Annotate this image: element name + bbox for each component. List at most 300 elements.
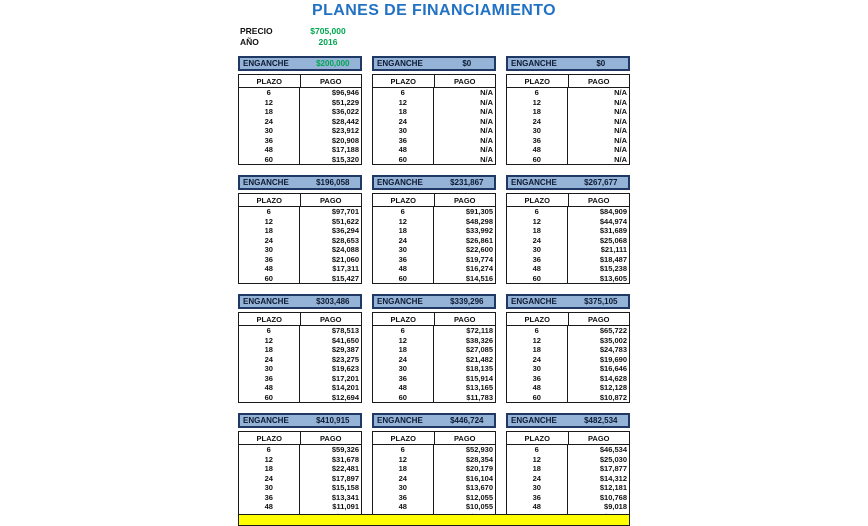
- plazo-cell: 30: [532, 245, 541, 255]
- plazo-cell: 18: [264, 226, 273, 236]
- plazo-cell: 24: [532, 354, 541, 364]
- pago-cell: N/A: [433, 145, 496, 155]
- table-row: [239, 274, 361, 284]
- table-body: [373, 445, 495, 521]
- plazo-pago-table: [238, 193, 362, 284]
- pago-cell: $13,605: [567, 274, 630, 284]
- plazo-cell: 60: [398, 154, 407, 164]
- column-header-plazo: PLAZO: [524, 433, 550, 443]
- table-row: [239, 445, 361, 455]
- table-row: [373, 245, 495, 255]
- table-row: [239, 374, 361, 384]
- pago-cell: N/A: [567, 145, 630, 155]
- pago-cell: $14,201: [299, 383, 362, 393]
- table-row: [373, 474, 495, 484]
- pago-cell: $24,783: [567, 345, 630, 355]
- table-row: [507, 326, 629, 336]
- plazo-pago-table: [238, 431, 362, 522]
- pago-cell: $20,908: [299, 136, 362, 146]
- table-row: [507, 264, 629, 274]
- plazo-cell: 48: [264, 383, 273, 393]
- table-body: [239, 445, 361, 521]
- pago-cell: $10,768: [567, 493, 630, 503]
- plazo-cell: 30: [532, 126, 541, 136]
- pago-cell: $36,294: [299, 226, 362, 236]
- pago-cell: $17,897: [299, 474, 362, 484]
- table-row: [239, 88, 361, 98]
- table-row: [239, 483, 361, 493]
- table-row: [507, 126, 629, 136]
- pago-cell: $22,481: [299, 464, 362, 474]
- table-body: [507, 326, 629, 402]
- pago-cell: $17,311: [299, 264, 362, 274]
- pago-cell: $15,158: [299, 483, 362, 493]
- pago-cell: $28,442: [299, 117, 362, 127]
- table-row: [239, 345, 361, 355]
- column-header-pago: PAGO: [568, 75, 630, 87]
- table-row: [373, 326, 495, 336]
- plazo-cell: 30: [264, 126, 273, 136]
- column-header-plazo: PLAZO: [390, 433, 416, 443]
- pago-cell: N/A: [567, 136, 630, 146]
- table-row: [239, 236, 361, 246]
- column-header-pago: PAGO: [300, 432, 362, 444]
- enganche-label: ENGANCHE: [377, 416, 423, 425]
- pago-cell: $12,128: [567, 383, 630, 393]
- table-row: [239, 455, 361, 465]
- enganche-value: $267,677: [584, 178, 618, 187]
- plazo-cell: 24: [264, 473, 273, 483]
- pago-cell: $13,165: [433, 383, 496, 393]
- table-row: [373, 364, 495, 374]
- plazo-cell: 60: [532, 392, 541, 402]
- table-row: [507, 393, 629, 403]
- plazo-cell: 36: [398, 492, 407, 502]
- plazo-cell: 24: [532, 473, 541, 483]
- pago-cell: $31,678: [299, 455, 362, 465]
- column-header-plazo: PLAZO: [256, 433, 282, 443]
- pago-cell: $44,974: [567, 217, 630, 227]
- pago-cell: $84,909: [567, 207, 630, 217]
- column-header-plazo: PLAZO: [524, 195, 550, 205]
- plazo-cell: 18: [532, 464, 541, 474]
- table-row: [373, 88, 495, 98]
- enganche-label: ENGANCHE: [377, 178, 423, 187]
- pago-cell: $18,487: [567, 255, 630, 265]
- enganche-header: [506, 56, 630, 71]
- table-body: [507, 445, 629, 521]
- pago-cell: $72,118: [433, 326, 496, 336]
- column-header-plazo: PLAZO: [390, 195, 416, 205]
- pago-cell: $28,354: [433, 455, 496, 465]
- table-row: [373, 393, 495, 403]
- plazo-cell: 12: [264, 97, 273, 107]
- pago-cell: $91,305: [433, 207, 496, 217]
- table-row: [507, 88, 629, 98]
- plazo-cell: 30: [264, 245, 273, 255]
- plazo-cell: 36: [264, 373, 273, 383]
- enganche-label: ENGANCHE: [511, 297, 557, 306]
- plazo-cell: 24: [398, 354, 407, 364]
- plazo-pago-table: [506, 74, 630, 165]
- plazo-cell: 12: [532, 335, 541, 345]
- column-header-plazo: PLAZO: [256, 314, 282, 324]
- price-year-info: [240, 25, 440, 48]
- pago-cell: $59,326: [299, 445, 362, 455]
- table-row: [373, 345, 495, 355]
- enganche-value: $231,867: [450, 178, 484, 187]
- plazo-pago-table: [238, 74, 362, 165]
- table-row: [507, 207, 629, 217]
- financing-table: [238, 413, 362, 522]
- column-header-plazo: PLAZO: [524, 76, 550, 86]
- pago-cell: $14,628: [567, 374, 630, 384]
- table-row: [239, 493, 361, 503]
- financing-table: [506, 294, 630, 403]
- plazo-pago-table: [372, 312, 496, 403]
- table-row: [239, 245, 361, 255]
- table-header-row: [239, 75, 361, 88]
- plazo-cell: 48: [398, 502, 407, 512]
- financing-table: [372, 56, 496, 165]
- table-body: [239, 326, 361, 402]
- plazo-cell: 12: [398, 335, 407, 345]
- table-row: [507, 274, 629, 284]
- enganche-header: [372, 175, 496, 190]
- plazo-cell: 48: [398, 145, 407, 155]
- pago-cell: N/A: [433, 136, 496, 146]
- column-header-plazo: PLAZO: [390, 76, 416, 86]
- pago-cell: $46,534: [567, 445, 630, 455]
- pago-cell: $51,622: [299, 217, 362, 227]
- pago-cell: $48,298: [433, 217, 496, 227]
- table-row: [373, 502, 495, 512]
- table-row: [507, 374, 629, 384]
- precio-label: PRECIO: [240, 25, 273, 36]
- pago-cell: $33,992: [433, 226, 496, 236]
- pago-cell: $38,326: [433, 336, 496, 346]
- table-body: [373, 207, 495, 283]
- anio-value: 2016: [318, 37, 338, 48]
- financing-tables-grid: [238, 56, 630, 522]
- plazo-cell: 6: [534, 326, 539, 336]
- plazo-cell: 18: [398, 107, 407, 117]
- plazo-cell: 48: [264, 502, 273, 512]
- enganche-label: ENGANCHE: [243, 297, 289, 306]
- column-header-plazo: PLAZO: [524, 314, 550, 324]
- plazo-cell: 18: [398, 226, 407, 236]
- table-row: [239, 145, 361, 155]
- pago-cell: N/A: [433, 88, 496, 98]
- plazo-pago-table: [506, 312, 630, 403]
- pago-cell: $17,201: [299, 374, 362, 384]
- enganche-value: $0: [596, 59, 606, 68]
- table-body: [507, 207, 629, 283]
- plazo-cell: 12: [398, 97, 407, 107]
- plazo-cell: 36: [398, 135, 407, 145]
- pago-cell: $97,701: [299, 207, 362, 217]
- column-header-pago: PAGO: [568, 432, 630, 444]
- plazo-cell: 12: [532, 97, 541, 107]
- plazo-cell: 48: [264, 145, 273, 155]
- table-row: [239, 255, 361, 265]
- table-row: [239, 364, 361, 374]
- table-row: [507, 464, 629, 474]
- pago-cell: N/A: [433, 126, 496, 136]
- plazo-cell: 12: [398, 216, 407, 226]
- plazo-cell: 60: [264, 273, 273, 283]
- column-header-pago: PAGO: [434, 194, 496, 206]
- pago-cell: $13,341: [299, 493, 362, 503]
- pago-cell: $15,914: [433, 374, 496, 384]
- pago-cell: N/A: [567, 117, 630, 127]
- pago-cell: $25,030: [567, 455, 630, 465]
- pago-cell: $10,872: [567, 393, 630, 403]
- pago-cell: $19,623: [299, 364, 362, 374]
- plazo-cell: 6: [400, 88, 405, 98]
- plazo-cell: 18: [532, 345, 541, 355]
- plazo-cell: 60: [398, 273, 407, 283]
- plazo-pago-table: [372, 74, 496, 165]
- table-row: [373, 217, 495, 227]
- plazo-cell: 36: [264, 135, 273, 145]
- table-row: [507, 117, 629, 127]
- plazo-cell: 18: [398, 345, 407, 355]
- table-row: [373, 493, 495, 503]
- note-bar: [238, 514, 630, 526]
- pago-cell: $15,427: [299, 274, 362, 284]
- enganche-label: ENGANCHE: [243, 59, 289, 68]
- enganche-label: ENGANCHE: [243, 178, 289, 187]
- plazo-cell: 6: [266, 326, 271, 336]
- pago-cell: $16,104: [433, 474, 496, 484]
- pago-cell: $24,088: [299, 245, 362, 255]
- table-row: [507, 255, 629, 265]
- plazo-cell: 60: [264, 154, 273, 164]
- table-row: [507, 355, 629, 365]
- table-row: [239, 336, 361, 346]
- table-body: [507, 88, 629, 164]
- enganche-label: ENGANCHE: [377, 297, 423, 306]
- table-row: [373, 136, 495, 146]
- pago-cell: $21,111: [567, 245, 630, 255]
- table-body: [239, 88, 361, 164]
- table-body: [373, 88, 495, 164]
- plazo-cell: 6: [534, 207, 539, 217]
- pago-cell: $16,646: [567, 364, 630, 374]
- table-row: [507, 455, 629, 465]
- pago-cell: $17,188: [299, 145, 362, 155]
- plazo-cell: 24: [398, 473, 407, 483]
- page-title: PLANES DE FINANCIAMIENTO: [312, 2, 556, 19]
- table-row: [239, 207, 361, 217]
- table-row: [239, 355, 361, 365]
- table-row: [507, 364, 629, 374]
- enganche-value: $196,058: [316, 178, 350, 187]
- precio-row: [240, 25, 440, 37]
- plazo-cell: 18: [264, 464, 273, 474]
- pago-cell: $31,689: [567, 226, 630, 236]
- plazo-cell: 12: [264, 454, 273, 464]
- pago-cell: $15,238: [567, 264, 630, 274]
- table-row: [373, 264, 495, 274]
- plazo-cell: 60: [532, 154, 541, 164]
- column-header-pago: PAGO: [434, 75, 496, 87]
- plazo-pago-table: [506, 431, 630, 522]
- table-row: [507, 336, 629, 346]
- pago-cell: N/A: [567, 98, 630, 108]
- plazo-cell: 6: [266, 207, 271, 217]
- plazo-cell: 36: [398, 254, 407, 264]
- column-header-pago: PAGO: [434, 313, 496, 325]
- table-header-row: [507, 194, 629, 207]
- plazo-cell: 60: [264, 392, 273, 402]
- plazo-cell: 12: [264, 216, 273, 226]
- table-row: [239, 464, 361, 474]
- plazo-cell: 30: [398, 483, 407, 493]
- enganche-value: $303,486: [316, 297, 350, 306]
- financing-table: [372, 294, 496, 403]
- plazo-cell: 48: [398, 264, 407, 274]
- table-row: [373, 336, 495, 346]
- column-header-pago: PAGO: [568, 313, 630, 325]
- financing-table: [506, 175, 630, 284]
- enganche-header: [372, 413, 496, 428]
- financing-table: [238, 294, 362, 403]
- table-row: [507, 136, 629, 146]
- plazo-cell: 18: [532, 107, 541, 117]
- pago-cell: $11,091: [299, 502, 362, 512]
- enganche-label: ENGANCHE: [511, 416, 557, 425]
- enganche-header: [238, 56, 362, 71]
- table-row: [507, 493, 629, 503]
- table-row: [373, 383, 495, 393]
- table-row: [507, 502, 629, 512]
- pago-cell: $23,912: [299, 126, 362, 136]
- financing-table: [372, 175, 496, 284]
- plazo-cell: 6: [400, 207, 405, 217]
- plazo-cell: 30: [264, 364, 273, 374]
- table-row: [239, 155, 361, 165]
- pago-cell: $14,312: [567, 474, 630, 484]
- table-row: [507, 445, 629, 455]
- table-row: [239, 217, 361, 227]
- enganche-header: [238, 294, 362, 309]
- table-row: [373, 445, 495, 455]
- enganche-header: [372, 294, 496, 309]
- column-header-pago: PAGO: [300, 194, 362, 206]
- plazo-cell: 60: [532, 273, 541, 283]
- table-header-row: [373, 313, 495, 326]
- pago-cell: $16,274: [433, 264, 496, 274]
- pago-cell: $14,516: [433, 274, 496, 284]
- plazo-cell: 48: [398, 383, 407, 393]
- plazo-pago-table: [372, 431, 496, 522]
- pago-cell: $21,482: [433, 355, 496, 365]
- table-row: [239, 117, 361, 127]
- table-row: [507, 236, 629, 246]
- pago-cell: $27,085: [433, 345, 496, 355]
- enganche-value: $482,534: [584, 416, 618, 425]
- plazo-cell: 6: [534, 88, 539, 98]
- table-row: [373, 207, 495, 217]
- financing-table: [372, 413, 496, 522]
- pago-cell: $19,774: [433, 255, 496, 265]
- plazo-cell: 24: [264, 354, 273, 364]
- table-row: [507, 107, 629, 117]
- plazo-cell: 36: [532, 254, 541, 264]
- column-header-plazo: PLAZO: [256, 195, 282, 205]
- pago-cell: N/A: [567, 126, 630, 136]
- plazo-cell: 18: [398, 464, 407, 474]
- pago-cell: $29,387: [299, 345, 362, 355]
- financing-table: [238, 56, 362, 165]
- pago-cell: $25,068: [567, 236, 630, 246]
- enganche-value: $446,724: [450, 416, 484, 425]
- table-header-row: [507, 313, 629, 326]
- pago-cell: $35,002: [567, 336, 630, 346]
- plazo-pago-table: [238, 312, 362, 403]
- table-row: [507, 383, 629, 393]
- pago-cell: N/A: [433, 155, 496, 165]
- pago-cell: N/A: [567, 88, 630, 98]
- enganche-value: $375,105: [584, 297, 618, 306]
- table-header-row: [507, 432, 629, 445]
- pago-cell: N/A: [433, 98, 496, 108]
- enganche-header: [238, 175, 362, 190]
- pago-cell: N/A: [567, 155, 630, 165]
- financing-table: [506, 56, 630, 165]
- table-row: [373, 455, 495, 465]
- financing-table: [506, 413, 630, 522]
- pago-cell: $12,055: [433, 493, 496, 503]
- table-row: [373, 255, 495, 265]
- pago-cell: $26,861: [433, 236, 496, 246]
- table-header-row: [373, 75, 495, 88]
- plazo-cell: 12: [532, 216, 541, 226]
- table-row: [373, 98, 495, 108]
- pago-cell: $10,055: [433, 502, 496, 512]
- pago-cell: N/A: [567, 107, 630, 117]
- plazo-cell: 24: [398, 235, 407, 245]
- plazo-cell: 24: [264, 235, 273, 245]
- pago-cell: N/A: [433, 117, 496, 127]
- table-row: [239, 98, 361, 108]
- financing-table: [238, 175, 362, 284]
- table-row: [373, 236, 495, 246]
- column-header-pago: PAGO: [568, 194, 630, 206]
- plazo-cell: 6: [534, 445, 539, 455]
- plazo-cell: 48: [532, 383, 541, 393]
- table-row: [507, 98, 629, 108]
- table-row: [373, 483, 495, 493]
- plazo-cell: 36: [532, 373, 541, 383]
- plazo-cell: 36: [532, 135, 541, 145]
- pago-cell: $22,600: [433, 245, 496, 255]
- pago-cell: $20,179: [433, 464, 496, 474]
- plazo-cell: 48: [532, 502, 541, 512]
- table-row: [239, 474, 361, 484]
- plazo-cell: 6: [266, 445, 271, 455]
- pago-cell: $65,722: [567, 326, 630, 336]
- table-row: [239, 264, 361, 274]
- plazo-cell: 24: [398, 116, 407, 126]
- table-row: [239, 107, 361, 117]
- table-row: [373, 145, 495, 155]
- plazo-cell: 6: [400, 326, 405, 336]
- table-header-row: [507, 75, 629, 88]
- pago-cell: $9,018: [567, 502, 630, 512]
